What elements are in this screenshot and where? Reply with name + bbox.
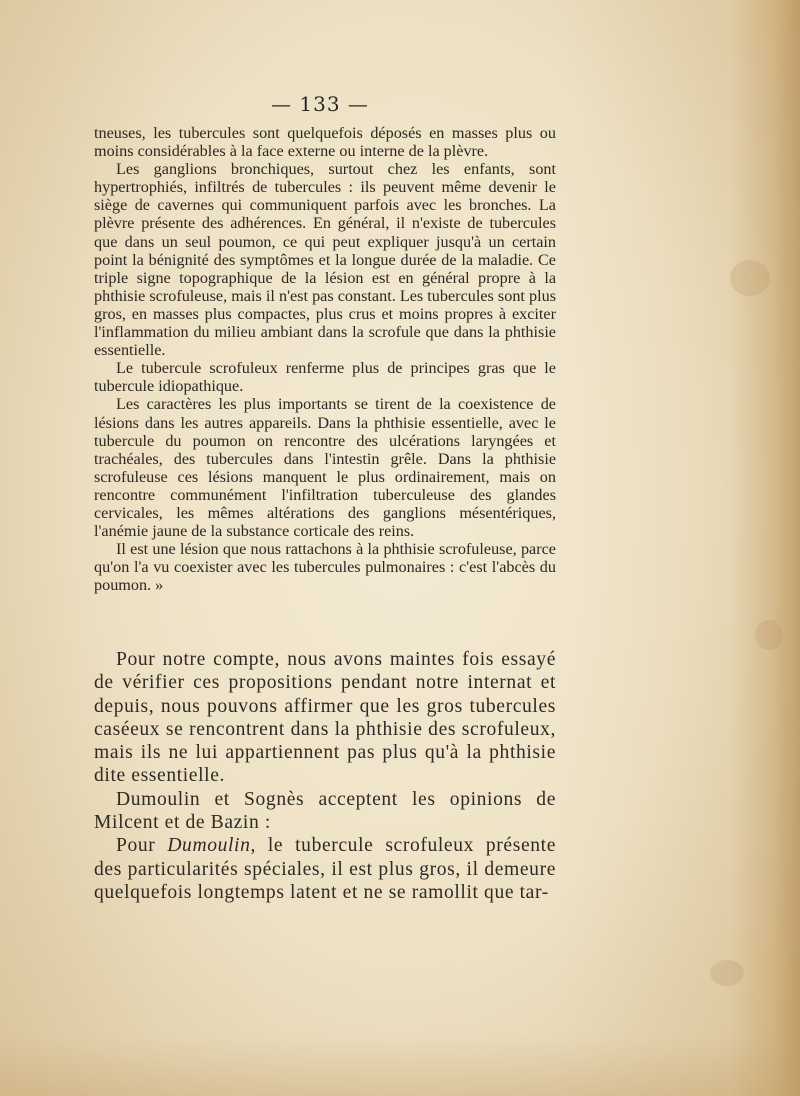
page-edge-shadow-bottom bbox=[0, 1036, 800, 1096]
quote-paragraph: Il est une lésion que nous rattachons à la phthisie scrofuleuse, parce qu'on l'a vu coexister avec les tubercules pulmonaires : c'est l'abcès du poumon. » bbox=[94, 540, 556, 595]
body-paragraph bbox=[94, 834, 556, 904]
author-name: Dumoulin bbox=[167, 835, 251, 857]
page-edge-shadow bbox=[730, 0, 800, 1096]
quoted-passage bbox=[94, 124, 556, 594]
main-text bbox=[94, 648, 556, 904]
body-paragraph: Pour notre compte, nous avons maintes fois essayé de vérifier ces propositions pendant notre internat et depuis, nous pouvons affirmer que les gros tubercules caséeux se rencontrent dans la phthisie des scrofuleux, mais ils ne lui appartiennent pas plus qu'à la phthisie dite essentielle. bbox=[94, 649, 556, 787]
paragraph-rest: , le tubercule scrofuleux présente des particularités spéciales, il est plus gros, il demeure quelquefois longtemps latent et ne se ramollit que tar- bbox=[94, 835, 556, 903]
quote-paragraph: Les ganglions bronchiques, surtout chez les enfants, sont hypertrophiés, infiltrés de tubercules : ils peuvent même devenir le siège de cavernes qui communiquent parfois avec les bronches. La plèvre présente des adhérences. En général, il n'existe de tubercules que dans un seul poumon, ce qui peut expliquer jusqu'à un certain point la bénignité des symptômes et la longue durée de la maladie. Ce triple signe topographique de la lésion est en général propre à la phthisie scrofuleuse, mais il n'est pas constant. Les tubercules sont plus gros, en masses plus compactes, plus crus et moins propres à exciter l'inflammation du milieu ambiant dans la scrofule que dans la phthisie essentielle. bbox=[94, 160, 556, 360]
quote-paragraph: Le tubercule scrofuleux renferme plus de principes gras que le tubercule idiopathique. bbox=[94, 359, 556, 396]
quote-paragraph: Les caractères les plus importants se tirent de la coexistence de lésions dans les autres appareils. Dans la phthisie essentielle, avec le tubercule du poumon on rencontre des ulcérations laryngées et trachéales, des tubercules dans l'intestin grêle. Dans la phthisie scrofuleuse ces lésions manquent le plus ordinairement, mais on rencontre communément l'infiltration tuberculeuse des glandes cervicales, les mêmes altérations des ganglions mésentériques, l'anémie jaune de la substance corticale des reins. bbox=[94, 395, 556, 541]
quote-paragraph: tneuses, les tubercules sont quelquefois déposés en masses plus ou moins considérables à la face externe ou interne de la plèvre. bbox=[94, 124, 556, 161]
body-paragraph: Dumoulin et Sognès acceptent les opinions de Milcent et de Bazin : bbox=[94, 788, 556, 834]
page-number: — 133 — bbox=[271, 92, 369, 116]
paragraph-lead: Pour bbox=[116, 835, 168, 857]
